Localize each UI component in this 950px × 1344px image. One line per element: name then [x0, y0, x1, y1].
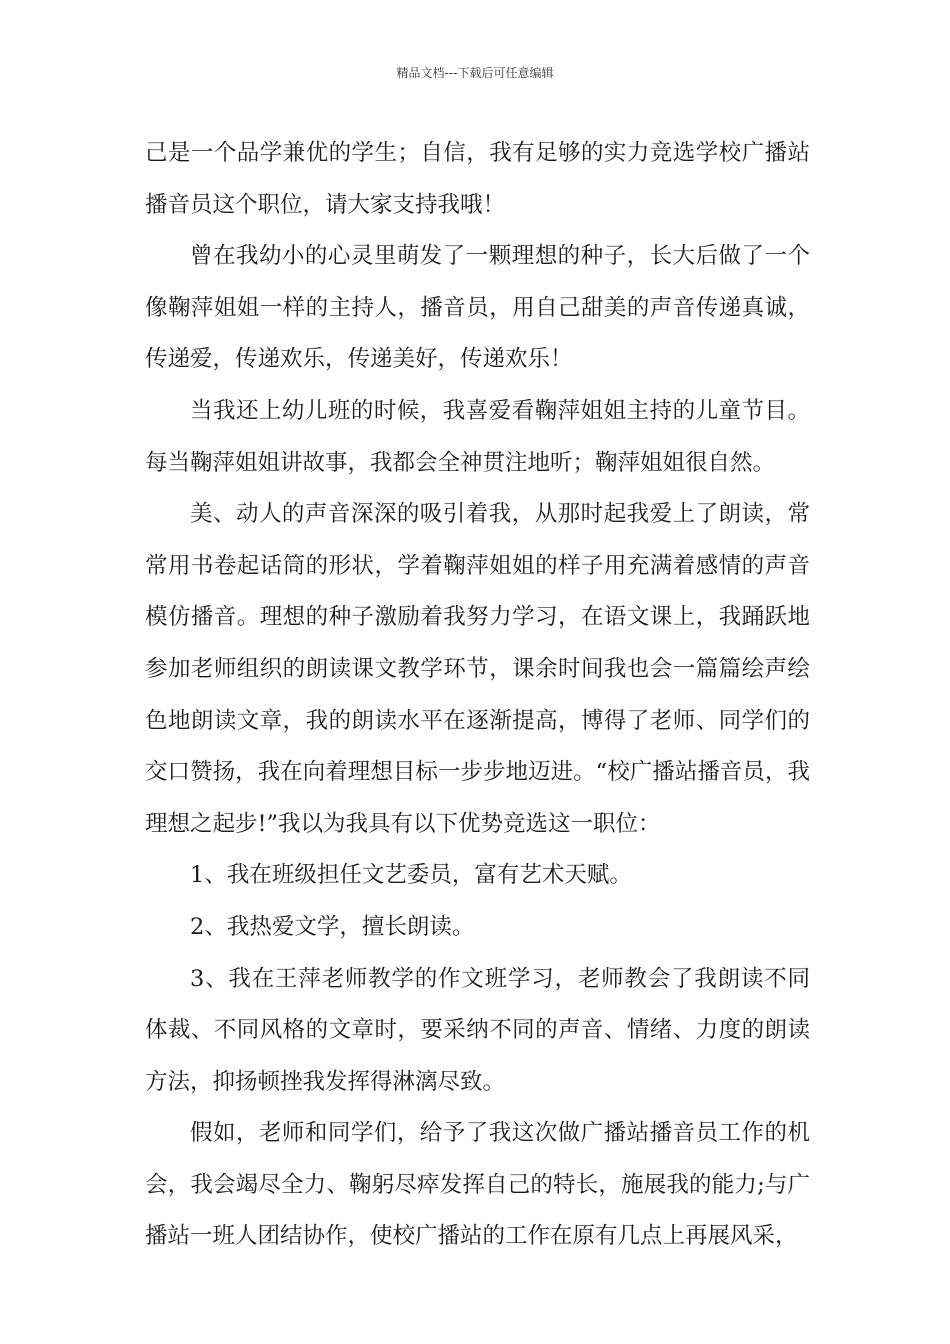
paragraph-3: 当我还上幼儿班的时候，我喜爱看鞠萍姐姐主持的儿童节目。每当鞠萍姐姐讲故事，我都会全神贯注地听；鞠萍姐姐很自然。	[145, 397, 810, 476]
list-item-2: 2、我热爱文学，擅长朗读。	[190, 913, 475, 940]
paragraph-1: 己是一个品学兼优的学生；自信，我有足够的实力竞选学校广播站播音员这个职位，请大家支持我哦！	[145, 140, 810, 218]
list-item-1: 1、我在班级担任文艺委员，富有艺术天赋。	[190, 862, 632, 889]
document-body	[145, 128, 810, 1263]
list-item-3: 3、我在王萍老师教学的作文班学习，老师教会了我朗读不同体裁、不同风格的文章时，要采纳不同的声音、情绪、力度的朗读方法，抑扬顿挫我发挥得淋漓尽致。	[145, 965, 810, 1095]
paragraph-2: 曾在我幼小的心灵里萌发了一颗理想的种子，长大后做了一个像鞠萍姐姐一样的主持人，播音员，用自己甜美的声音传递真诚，传递爱，传递欢乐，传递美好，传递欢乐！	[145, 243, 810, 373]
page-header: 精品文档---下载后可任意编辑	[396, 66, 554, 80]
paragraph-4: 美、动人的声音深深的吸引着我，从那时起我爱上了朗读，常常用书卷起话筒的形状，学着鞠萍姐姐的样子用充满着感情的声音模仿播音。理想的种子激励着我努力学习，在语文课上，我踊跃地参加老师组织的朗读课文教学环节，课余时间我也会一篇篇绘声绘色地朗读文章，我的朗读水平在逐渐提高，博得了老师、同学们的交口赞扬，我在向着理想目标一步步地迈进。“校广播站播音员，我理想之起步!”我以为我具有以下优势竞选这一职位：	[145, 501, 810, 837]
paragraph-5: 假如，老师和同学们，给予了我这次做广播站播音员工作的机会，我会竭尽全力、鞠躬尽瘁发挥自己的特长，施展我的能力;与广播站一班人团结协作，使校广播站的工作在原有几点上再展风采，	[145, 1120, 810, 1250]
